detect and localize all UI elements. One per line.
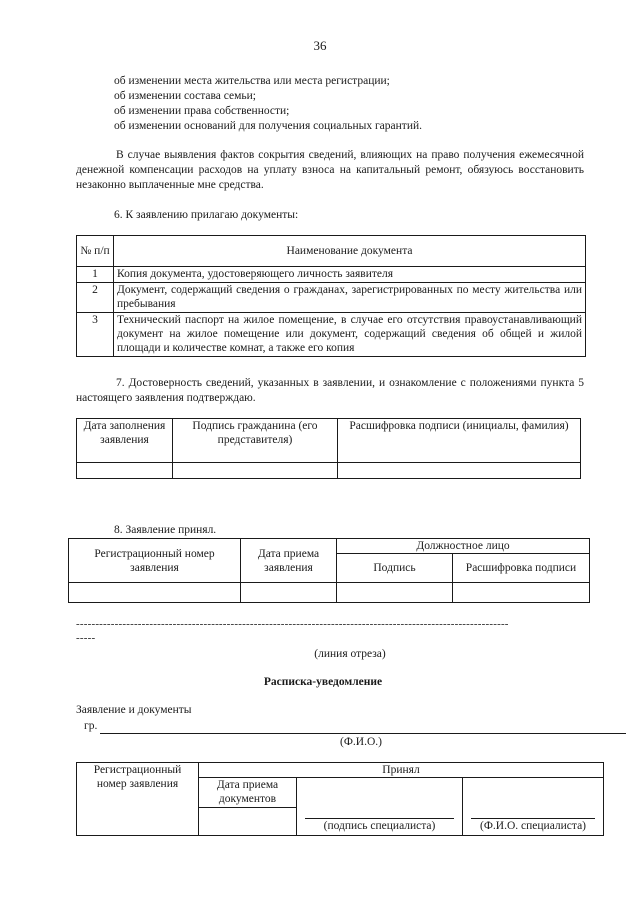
accept-decode-cell[interactable] [453, 583, 590, 603]
receipt-fio-caption: (Ф.И.О.) [340, 736, 382, 748]
receipt-table [76, 762, 604, 836]
accept-col-signature-header: Подпись [337, 554, 453, 583]
doc-row-number: 3 [77, 313, 114, 357]
sign-signature-cell[interactable] [173, 463, 338, 479]
cut-line-label: (линия отреза) [314, 648, 386, 660]
concealment-paragraph [76, 148, 584, 193]
doc-row-name: Технический паспорт на жилое помещение, в случае его отсутствия правоустанавливающий документ на жилое помещение или документ, содержащий сведения об общей и жилой площади и количестве комнат, а также его копия [114, 313, 586, 357]
section7-text: 7. Достоверность сведений, указанных в заявлении, и ознакомление с положениями пункта 5 настоящего заявления подтверждаю. [76, 377, 584, 404]
accept-signature-cell[interactable] [337, 583, 453, 603]
cut-line-dashes: ---------------------------------------------------------------------------------------------------------------- [76, 618, 509, 630]
accept-col-reg-header: Регистрационный номер заявления [69, 539, 241, 583]
doc-row-number: 1 [77, 267, 114, 283]
intro-line-property: об изменении права собственности; [114, 105, 290, 117]
section7-paragraph [76, 376, 584, 406]
receipt-gr-label: гр. [84, 720, 98, 732]
receipt-col-reg-header: Регистрационный номер заявления [77, 763, 199, 836]
acceptance-table [68, 538, 590, 603]
sign-col-signature-header: Подпись гражданина (его представителя) [173, 419, 338, 463]
doc-row-name: Документ, содержащий сведения о гражданах, зарегистрированных по месту жительства или пребывания [114, 283, 586, 313]
receipt-signature-cell[interactable] [297, 778, 463, 836]
receipt-title: Расписка-уведомление [263, 676, 383, 688]
accept-reg-cell[interactable] [69, 583, 241, 603]
sign-col-decode-header: Расшифровка подписи (инициалы, фамилия) [338, 419, 581, 463]
intro-line-guarantees: об изменении оснований для получения социальных гарантий. [114, 120, 423, 132]
section6-heading: 6. К заявлению прилагаю документы: [114, 209, 299, 221]
receipt-col-accepted-header: Принял [199, 763, 604, 778]
intro-line-family: об изменении состава семьи; [114, 90, 256, 102]
sign-date-cell[interactable] [77, 463, 173, 479]
cut-line-dashes-tail: ----- [76, 632, 96, 644]
intro-line-residence: об изменении места жительства или места регистрации; [114, 75, 390, 87]
accept-date-cell[interactable] [241, 583, 337, 603]
receipt-fio-cell[interactable] [463, 778, 604, 836]
documents-table [76, 235, 586, 357]
doc-col-number-header: № п/п [77, 236, 114, 267]
signature-table [76, 418, 581, 479]
concealment-text: В случае выявления фактов сокрытия сведений, влияющих на право получения ежемесячной денежной компенсации расходов на уплату взноса на капитальный ремонт, обязуюсь восстановить незаконно выплаченные мне средства. [76, 149, 584, 191]
sign-decode-cell[interactable] [338, 463, 581, 479]
receipt-fio-line[interactable] [100, 733, 626, 734]
receipt-col-date-header: Дата приема документов [199, 778, 297, 808]
receipt-fio-specialist-caption: (Ф.И.О. специалиста) [471, 818, 595, 833]
page-number: 36 [313, 38, 327, 53]
doc-row-number: 2 [77, 283, 114, 313]
receipt-signature-caption: (подпись специалиста) [305, 818, 454, 833]
receipt-date-cell[interactable] [199, 808, 297, 836]
accept-col-official-header: Должностное лицо [337, 539, 590, 554]
section8-heading: 8. Заявление принял. [114, 524, 217, 536]
doc-row-name: Копия документа, удостоверяющего личность заявителя [114, 267, 586, 283]
doc-col-name-header: Наименование документа [114, 236, 586, 267]
accept-col-decode-header: Расшифровка подписи [453, 554, 590, 583]
sign-col-date-header: Дата заполнения заявления [77, 419, 173, 463]
accept-col-date-header: Дата приема заявления [241, 539, 337, 583]
receipt-intro: Заявление и документы [76, 704, 192, 716]
